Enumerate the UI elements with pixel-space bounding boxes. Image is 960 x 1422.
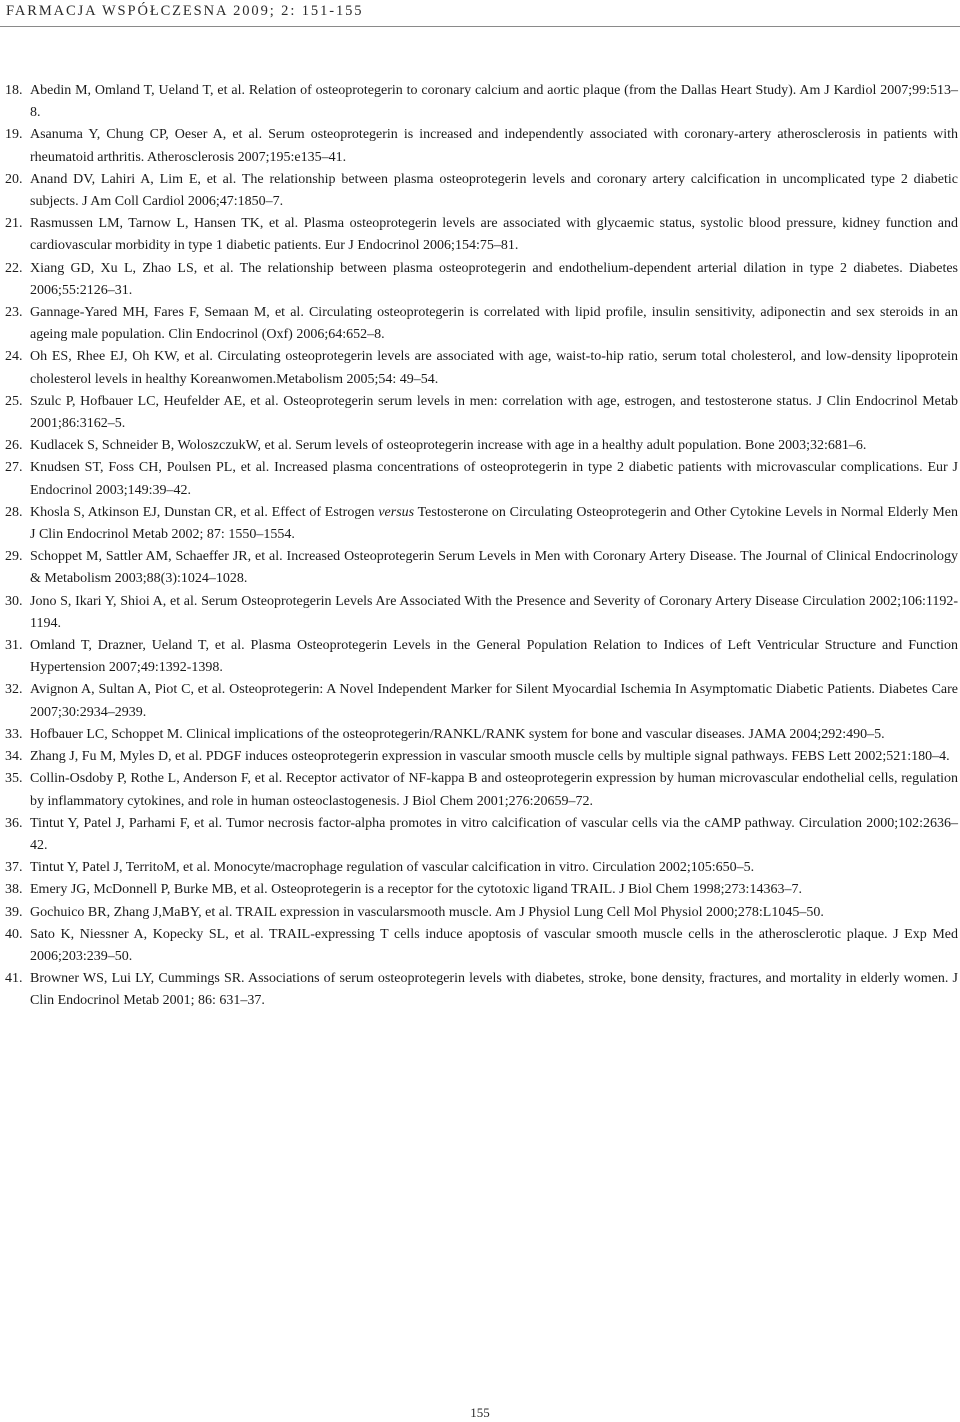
reference-text: Tintut Y, Patel J, TerritoM, et al. Monocyte/macrophage regulation of vascular calcification in vitro. Circulation 2002;105:650–5. xyxy=(30,860,755,876)
reference-item-26 xyxy=(5,435,960,457)
reference-text: Asanuma Y, Chung CP, Oeser A, et al. Serum osteoprotegerin is increased and independently associated with coronary-artery atherosclerosis in patients with rheumatoid arthritis. Atherosclerosis 2007;195:e135–41. xyxy=(30,127,958,165)
reference-text: Zhang J, Fu M, Myles D, et al. PDGF induces osteoprotegerin expression in vascular smooth muscle cells by multiple signal pathways. FEBS Lett 2002;521:180–4. xyxy=(30,749,950,765)
reference-number: 31. xyxy=(5,638,23,654)
reference-item-22 xyxy=(5,258,960,302)
reference-number: 30. xyxy=(5,593,23,609)
reference-number: 39. xyxy=(5,904,23,920)
reference-text: Schoppet M, Sattler AM, Schaeffer JR, et al. Increased Osteoprotegerin Serum Levels in Men with Coronary Artery Disease. The Journal of Clinical Endocrinology & Metabolism 2003;88(3):1024–1028. xyxy=(30,549,958,587)
reference-number: 34. xyxy=(5,749,23,765)
reference-number: 22. xyxy=(5,260,23,276)
reference-text: Xiang GD, Xu L, Zhao LS, et al. The relationship between plasma osteoprotegerin and endothelium-dependent arterial dilation in type 2 diabetes. Diabetes 2006;55:2126–31. xyxy=(30,260,958,298)
reference-number: 29. xyxy=(5,549,23,565)
reference-number: 33. xyxy=(5,726,23,742)
reference-number: 21. xyxy=(5,216,23,232)
reference-item-38 xyxy=(5,879,960,901)
reference-item-23 xyxy=(5,302,960,346)
reference-item-31 xyxy=(5,635,960,679)
reference-item-32 xyxy=(5,679,960,723)
reference-item-35 xyxy=(5,768,960,812)
reference-text-part: Khosla S, Atkinson EJ, Dunstan CR, et al. Effect of Estrogen xyxy=(30,504,379,520)
running-header xyxy=(0,0,960,28)
issue-citation: 2009; 2: 151-155 xyxy=(233,3,364,19)
reference-item-27 xyxy=(5,457,960,501)
reference-text: Kudlacek S, Schneider B, WoloszczukW, et al. Serum levels of osteoprotegerin increase with age in a healthy adult population. Bone 2003;32:681–6. xyxy=(30,438,867,454)
reference-text: Sato K, Niessner A, Kopecky SL, et al. TRAIL-expressing T cells induce apoptosis of vascular smooth muscle cells in the atherosclerotic plaque. J Exp Med 2006;203:239–50. xyxy=(30,926,958,964)
reference-item-39 xyxy=(5,902,960,924)
reference-item-30 xyxy=(5,591,960,635)
reference-text: Avignon A, Sultan A, Piot C, et al. Osteoprotegerin: A Novel Independent Marker for Silent Myocardial Ischemia In Asymptomatic Diabetic Patients. Diabetes Care 2007;30:2934–2939. xyxy=(30,682,958,720)
reference-text: Gannage-Yared MH, Fares F, Semaan M, et al. Circulating osteoprotegerin is correlated with lipid profile, insulin sensitivity, adiponectin and sex steroids in an ageing male population. Clin Endocrinol (Oxf) 2006;64:652–8. xyxy=(30,305,958,343)
reference-item-33 xyxy=(5,724,960,746)
reference-text: Browner WS, Lui LY, Cummings SR. Associations of serum osteoprotegerin levels with diabetes, stroke, bone density, fractures, and mortality in elderly women. J Clin Endocrinol Metab 2001; 86: 631–37. xyxy=(30,971,958,1009)
reference-text: Knudsen ST, Foss CH, Poulsen PL, et al. Increased plasma concentrations of osteoprotegerin in type 2 diabetic patients with microvascular complications. Eur J Endocrinol 2003;149:39–42. xyxy=(30,460,958,498)
reference-item-20 xyxy=(5,169,960,213)
page-number: 155 xyxy=(470,1405,490,1420)
reference-number: 27. xyxy=(5,460,23,476)
reference-text: Emery JG, McDonnell P, Burke MB, et al. Osteoprotegerin is a receptor for the cytotoxic ligand TRAIL. J Biol Chem 1998;273:14363–7. xyxy=(30,882,802,898)
reference-number: 36. xyxy=(5,815,23,831)
journal-name: FARMACJA WSPÓŁCZESNA xyxy=(6,3,228,19)
reference-item-19 xyxy=(5,124,960,168)
reference-text: Szulc P, Hofbauer LC, Heufelder AE, et al. Osteoprotegerin serum levels in men: correlation with age, estrogen, and testosterone status. J Clin Endocrinol Metab 2001;86:3162–5. xyxy=(30,393,958,432)
reference-item-37 xyxy=(5,857,960,879)
reference-text: Tintut Y, Patel J, Parhami F, et al. Tumor necrosis factor-alpha promotes in vitro calcification of vascular cells via the cAMP pathway. Circulation 2000;102:2636–42. xyxy=(30,815,958,853)
reference-text: Collin-Osdoby P, Rothe L, Anderson F, et al. Receptor activator of NF-kappa B and osteoprotegerin expression by human microvascular endothelial cells, regulation by inflammatory cytokines, and role in human osteoclastogenesis. J Biol Chem 2001;276:20659–72. xyxy=(30,771,958,809)
reference-item-36 xyxy=(5,813,960,857)
reference-number: 41. xyxy=(5,971,23,987)
reference-number: 23. xyxy=(5,305,23,321)
reference-item-25 xyxy=(5,391,960,435)
reference-text: Oh ES, Rhee EJ, Oh KW, et al. Circulating osteoprotegerin levels are associated with age, waist-to-hip ratio, serum total cholesterol, and low-density lipoprotein cholesterol levels in healthy Koreanwomen.Metabolism 2005;54: 49–54. xyxy=(30,349,958,387)
reference-item-21 xyxy=(5,213,960,257)
reference-item-29 xyxy=(5,546,960,590)
reference-number: 37. xyxy=(5,860,23,876)
reference-number: 24. xyxy=(5,349,23,365)
reference-number: 18. xyxy=(5,83,23,98)
reference-number: 38. xyxy=(5,882,23,898)
reference-number: 35. xyxy=(5,771,23,787)
reference-text: Abedin M, Omland T, Ueland T, et al. Relation of osteoprotegerin to coronary calcium and aortic plaque (from the Dallas Heart Study). Am J Kardiol 2007;99:513–8. xyxy=(30,83,958,121)
reference-item-34 xyxy=(5,746,960,768)
reference-number: 20. xyxy=(5,171,23,187)
reference-number: 19. xyxy=(5,127,23,143)
reference-item-41 xyxy=(5,968,960,1012)
reference-number: 26. xyxy=(5,438,23,454)
reference-text xyxy=(30,502,960,546)
reference-text: Jono S, Ikari Y, Shioi A, et al. Serum Osteoprotegerin Levels Are Associated With the Presence and Severity of Coronary Artery Disease Circulation 2002;106:1192-1194. xyxy=(30,593,958,631)
reference-number: 40. xyxy=(5,926,23,942)
reference-text: Omland T, Drazner, Ueland T, et al. Plasma Osteoprotegerin Levels in the General Population Relation to Indices of Left Ventricular Structure and Function Hypertension 2007;49:1392-1398. xyxy=(30,638,958,676)
reference-item-28 xyxy=(5,502,960,546)
reference-item-40 xyxy=(5,924,960,968)
running-header-text xyxy=(6,3,363,20)
reference-text: Gochuico BR, Zhang J,MaBY, et al. TRAIL expression in vascularsmooth muscle. Am J Physiol Lung Cell Mol Physiol 2000;278:L1045–50. xyxy=(30,904,824,920)
reference-item-24 xyxy=(5,346,960,390)
reference-item-18 xyxy=(5,80,960,124)
reference-text: Rasmussen LM, Tarnow L, Hansen TK, et al. Plasma osteoprotegerin levels are associated with glycaemic status, systolic blood pressure, kidney function and cardiovascular morbidity in type 1 diabetic patients. Eur J Endocrinol 2006;154:75–81. xyxy=(30,216,958,254)
reference-text: Anand DV, Lahiri A, Lim E, et al. The relationship between plasma osteoprotegerin levels and coronary artery calcification in uncomplicated type 2 diabetic subjects. J Am Coll Cardiol 2006;47:1850–7. xyxy=(30,171,958,210)
header-divider xyxy=(0,26,960,27)
reference-list xyxy=(5,80,960,1013)
reference-number: 25. xyxy=(5,393,23,409)
reference-text: Hofbauer LC, Schoppet M. Clinical implications of the osteoprotegerin/RANKL/RANK system for bone and vascular diseases. JAMA 2004;292:490–5. xyxy=(30,726,885,742)
reference-text-italic: versus xyxy=(378,504,415,520)
reference-number: 32. xyxy=(5,682,23,698)
reference-text-part: Testosterone on Circulating Osteoprotegerin and Other Cytokine Levels in Normal Elderly Men J Clin Endocrinol Metab 2002; 87: 1550–1554. xyxy=(30,504,958,543)
reference-number: 28. xyxy=(5,504,23,520)
